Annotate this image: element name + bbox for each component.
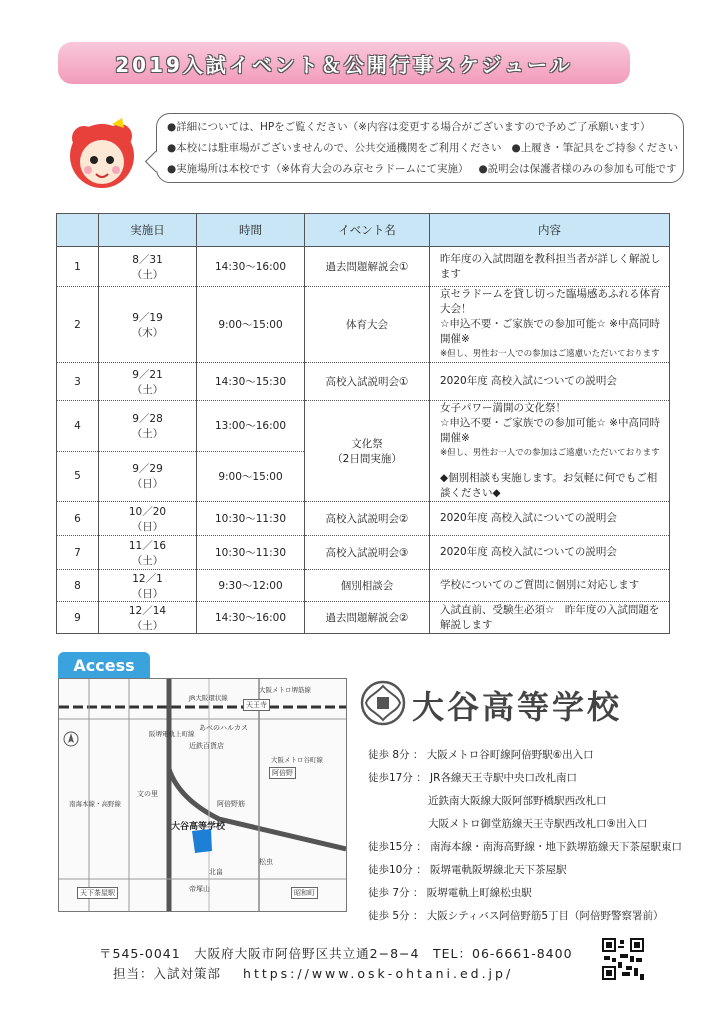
row-no: 1: [57, 247, 99, 287]
row-no: 4: [57, 401, 99, 452]
header-no: [57, 214, 99, 247]
map-label: 天下茶屋駅: [77, 887, 118, 899]
map-label: 天王寺: [243, 699, 270, 711]
note-venue: ●実施場所は本校です（※体育大会のみ京セラドームにて実施）: [167, 163, 469, 175]
row-time: 10:30〜11:30: [197, 536, 305, 570]
route-mode: 徒歩 7分: [368, 887, 410, 899]
note-parking: ●本校には駐車場がございませんので、公共交通機関をご利用ください: [167, 142, 502, 154]
row-no: 8: [57, 570, 99, 602]
table-row: [57, 401, 670, 452]
school-crest-icon: [360, 680, 406, 726]
row-content: 学校についてのご質問に個別に対応します: [430, 570, 670, 602]
route-text: ： 大阪シティバス阿倍野筋5丁目（阿倍野警察署前）: [412, 910, 664, 922]
map-label: 阿倍野筋: [217, 800, 245, 808]
content-line: ☆申込不要・ご家族での参加可能☆ ※中高同時開催※: [440, 318, 660, 345]
row-date: [99, 247, 197, 287]
date-text: 9／29: [132, 463, 163, 476]
event-sub: （2日間実施）: [332, 453, 402, 465]
mascot-icon: [62, 116, 142, 192]
row-time: 14:30〜15:30: [197, 363, 305, 401]
day-text: （日）: [131, 587, 164, 600]
date-text: 12／1: [132, 572, 163, 585]
date-text: 12／14: [128, 604, 167, 617]
route-mode: 徒歩 8分: [368, 749, 410, 761]
page-title: 2019入試イベント＆公開行事スケジュール: [115, 52, 573, 77]
event-text: 文化祭: [351, 438, 383, 450]
access-map: [58, 678, 347, 912]
date-text: 9／28: [132, 412, 163, 425]
map-label: 北畠: [209, 868, 223, 876]
map-label: JR大阪環状線: [189, 694, 228, 702]
row-event: 過去問題解説会①: [305, 247, 430, 287]
table-header-row: [57, 214, 670, 247]
date-text: 11／16: [128, 539, 167, 552]
map-label: 阿倍野: [269, 767, 296, 779]
row-event: 高校入試説明会①: [305, 363, 430, 401]
route-item: [368, 747, 594, 762]
row-event: 高校入試説明会③: [305, 536, 430, 570]
row-date: [99, 451, 197, 502]
row-no: 5: [57, 451, 99, 502]
header-event: イベント名: [305, 214, 430, 247]
content-note: ※但し、男性お一人での参加はご遠慮いただいております: [440, 349, 660, 359]
route-text: ： 大阪メトロ谷町線阿倍野駅⑥出入口: [412, 749, 594, 761]
route-text: 近鉄南大阪線大阪阿部野橋駅西改札口: [428, 795, 607, 807]
row-date: [99, 401, 197, 452]
map-label: 帝塚山: [189, 885, 210, 893]
day-text: （日）: [131, 520, 164, 533]
content-note: ※但し、男性お一人での参加はご遠慮いただいております: [440, 448, 660, 458]
row-no: 2: [57, 287, 99, 363]
route-text: ： 阪堺電軌阪堺線北天下茶屋駅: [416, 864, 567, 876]
row-date: [99, 536, 197, 570]
map-label: 近鉄百貨店: [189, 742, 224, 750]
row-date: [99, 602, 197, 634]
row-date: [99, 287, 197, 363]
row-content: [430, 401, 670, 502]
route-text: ： 南海本線・南海高野線・地下鉄堺筋線天下茶屋駅東口: [416, 841, 683, 853]
row-no: 7: [57, 536, 99, 570]
content-line: 女子パワー満開の文化祭！: [440, 402, 566, 414]
row-event: 体育大会: [305, 287, 430, 363]
route-mode: 徒歩 5分: [368, 910, 410, 922]
row-content: 昨年度の入試問題を教科担当者が詳しく解説します: [430, 247, 670, 287]
row-event: 高校入試説明会②: [305, 502, 430, 536]
table-row: [57, 602, 670, 634]
day-text: （日）: [131, 478, 164, 491]
note-parents: ●説明会は保護者様のみの参加も可能です: [478, 163, 677, 175]
map-label: 昭和町: [291, 887, 318, 899]
route-item: [368, 885, 532, 900]
route-mode: 徒歩15分: [368, 841, 413, 853]
school-url-link[interactable]: https://www.osk-ohtani.ed.jp/: [243, 966, 514, 981]
map-drawing: [59, 679, 346, 911]
route-item: [368, 839, 682, 854]
row-content: 2020年度 高校入試についての説明会: [430, 502, 670, 536]
notes-box: [156, 113, 684, 183]
row-content: [430, 287, 670, 363]
row-date: [99, 502, 197, 536]
day-text: （土）: [131, 268, 164, 281]
row-time: 10:30〜11:30: [197, 502, 305, 536]
day-text: （土）: [131, 383, 164, 396]
map-school-label: 大谷高等学校: [171, 822, 226, 832]
contact-line: [113, 964, 513, 982]
row-content: 2020年度 高校入試についての説明会: [430, 363, 670, 401]
day-text: （土）: [131, 554, 164, 567]
page-title-banner: [58, 42, 630, 84]
content-line: ◆個別相談も実施します。お気軽に何でもご相談ください◆: [440, 472, 658, 499]
date-text: 8／31: [132, 253, 163, 266]
date-text: 9／21: [132, 368, 163, 381]
date-text: 9／19: [132, 311, 163, 324]
qr-code-icon[interactable]: [602, 938, 644, 980]
route-item: [368, 862, 567, 877]
row-content: 2020年度 高校入試についての説明会: [430, 536, 670, 570]
contact-dept: 担当：入試対策部: [113, 966, 222, 981]
row-time: 9:00〜15:00: [197, 287, 305, 363]
day-text: （土）: [131, 619, 164, 632]
table-row: [57, 536, 670, 570]
row-date: [99, 363, 197, 401]
row-event: 個別相談会: [305, 570, 430, 602]
row-no: 9: [57, 602, 99, 634]
table-row: [57, 363, 670, 401]
row-time: 13:00〜16:00: [197, 401, 305, 452]
note-shoes: ●上履き・筆記具をご持参ください: [511, 142, 679, 154]
date-text: 10／20: [128, 505, 167, 518]
route-item: [368, 770, 577, 785]
table-row: [57, 287, 670, 363]
row-time: 14:30〜16:00: [197, 602, 305, 634]
table-row: [57, 570, 670, 602]
route-item: [428, 793, 607, 808]
route-item: [368, 908, 664, 923]
table-row: [57, 502, 670, 536]
row-time: 9:00〜15:00: [197, 451, 305, 502]
access-tab: Access: [58, 652, 150, 678]
row-event: 過去問題解説会②: [305, 602, 430, 634]
route-text: ： 阪堺電軌上町線松虫駅: [412, 887, 532, 899]
row-time: 9:30〜12:00: [197, 570, 305, 602]
map-label: 文の里: [137, 790, 158, 798]
content-line: 京セラドームを貸し切った臨場感あふれる体育大会！: [440, 288, 661, 315]
map-label: 南海本線・高野線: [69, 800, 121, 808]
school-name: 大谷高等学校: [412, 688, 623, 726]
map-label: 大阪メトロ堺筋線: [259, 686, 311, 694]
header-date: 実施日: [99, 214, 197, 247]
row-date: [99, 570, 197, 602]
route-mode: 徒歩10分: [368, 864, 413, 876]
note-detail: ●詳細については、HPをご覧ください（※内容は変更する場合がございますので予めご了承願います）: [167, 121, 651, 133]
route-text: 大阪メトロ御堂筋線天王寺駅西改札口⑨出入口: [428, 818, 648, 830]
map-label: 阪堺電軌上町線: [149, 730, 195, 738]
map-label: 大阪メトロ谷町線: [271, 756, 323, 764]
row-event: [305, 401, 430, 502]
route-text: ： JR各線天王寺駅中央口改札南口: [416, 772, 577, 784]
day-text: （木）: [131, 326, 164, 339]
row-content: 入試直前、受験生必須☆ 昨年度の入試問題を解説します: [430, 602, 670, 634]
header-content: 内容: [430, 214, 670, 247]
schedule-table: [56, 213, 670, 634]
header-time: 時間: [197, 214, 305, 247]
route-mode: 徒歩17分: [368, 772, 413, 784]
map-label: あべのハルカス: [199, 724, 248, 732]
map-label: 松虫: [259, 858, 273, 866]
table-row: [57, 247, 670, 287]
route-item: [428, 816, 647, 831]
content-line: ☆申込不要・ご家族での参加可能☆ ※中高同時開催※: [440, 417, 660, 444]
row-time: 14:30〜16:00: [197, 247, 305, 287]
row-no: 6: [57, 502, 99, 536]
school-address: 〒545-0041 大阪府大阪市阿倍野区共立通2−8−4 TEL：06-6661-8400: [99, 946, 573, 961]
day-text: （土）: [131, 427, 164, 440]
row-no: 3: [57, 363, 99, 401]
